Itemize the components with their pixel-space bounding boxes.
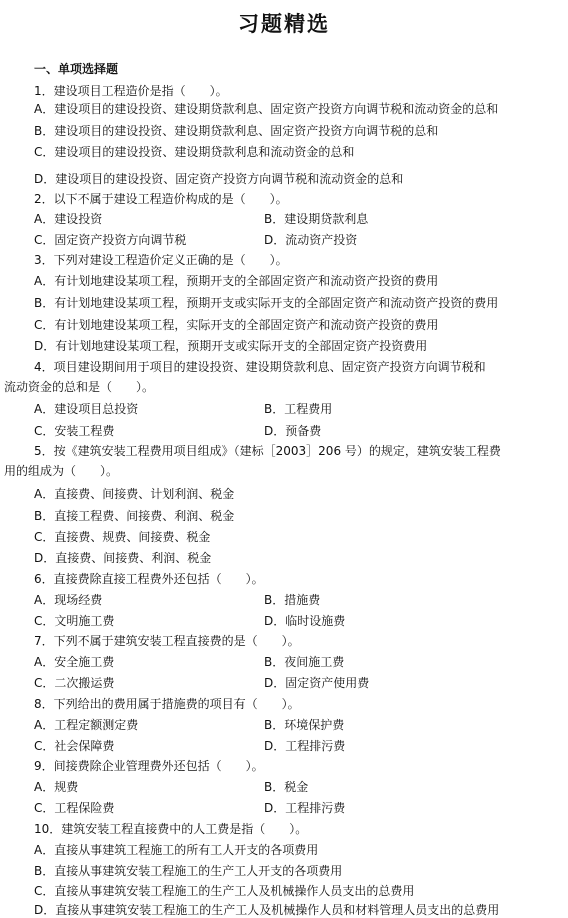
question-2-option-b: B．建设期贷款利息: [264, 212, 369, 226]
question-2-option-c: C．固定资产投资方向调节税: [34, 233, 187, 247]
question-8-stem: 8．下列给出的费用属于措施费的项目有（ ）。: [34, 697, 300, 711]
question-4-stem-line2: 流动资金的总和是（ ）。: [4, 380, 155, 394]
question-6-option-a: A．现场经费: [34, 593, 103, 607]
question-6-option-c: C．文明施工费: [34, 614, 115, 628]
question-2-stem: 2．以下不属于建设工程造价构成的是（ ）。: [34, 192, 288, 206]
question-10-option-b: B．直接从事建筑安装工程施工的生产工人开支的各项费用: [34, 864, 343, 878]
question-10-option-a: A．直接从事建筑工程施工的所有工人开支的各项费用: [34, 843, 319, 857]
question-4-option-a: A．建设项目总投资: [34, 402, 139, 416]
question-7-option-c: C．二次搬运费: [34, 676, 115, 690]
question-4-option-b: B．工程费用: [264, 402, 333, 416]
question-5-option-b: B．直接工程费、间接费、利润、税金: [34, 509, 235, 523]
question-4-option-d: D．预备费: [264, 424, 322, 438]
page-title: 习题精选: [238, 11, 330, 36]
question-4-stem-line1: 4．项目建设期间用于项目的建设投资、建设期贷款利息、固定资产投资方向调节税和: [34, 360, 486, 374]
question-1-option-d: D．建设项目的建设投资、固定资产投资方向调节税和流动资金的总和: [34, 172, 404, 186]
section-heading: 一、单项选择题: [34, 62, 119, 76]
question-8-option-a: A．工程定额测定费: [34, 718, 139, 732]
question-4-option-c: C．安装工程费: [34, 424, 115, 438]
question-8-option-d: D．工程排污费: [264, 739, 346, 753]
question-6-option-b: B．措施费: [264, 593, 321, 607]
question-5-stem-line2: 用的组成为（ ）。: [4, 464, 119, 478]
question-5-option-c: C．直接费、规费、间接费、税金: [34, 530, 211, 544]
question-1-option-c: C．建设项目的建设投资、建设期贷款利息和流动资金的总和: [34, 145, 355, 159]
question-7-stem: 7．下列不属于建筑安装工程直接费的是（ ）。: [34, 634, 300, 648]
question-9-option-b: B．税金: [264, 780, 309, 794]
question-1-stem: 1．建设项目工程造价是指（ ）。: [34, 84, 228, 98]
question-10-option-d: D．直接从事建筑安装工程施工的生产工人及机械操作人员和材料管理人员支出的总费用: [34, 903, 500, 917]
question-8-option-c: C．社会保障费: [34, 739, 115, 753]
question-5-stem-line1: 5．按《建筑安装工程费用项目组成》（建标［2003］206 号）的规定，建筑安装工程费: [34, 444, 501, 458]
question-3-stem: 3．下列对建设工程造价定义正确的是（ ）。: [34, 253, 288, 267]
question-3-option-c: C．有计划地建设某项工程，实际开支的全部固定资产和流动资产投资的费用: [34, 318, 439, 332]
question-9-stem: 9．间接费除企业管理费外还包括（ ）。: [34, 759, 264, 773]
question-6-option-d: D．临时设施费: [264, 614, 346, 628]
question-2-option-d: D．流动资产投资: [264, 233, 358, 247]
question-3-option-a: A．有计划地建设某项工程，预期开支的全部固定资产和流动资产投资的费用: [34, 274, 439, 288]
question-2-option-a: A．建设投资: [34, 212, 103, 226]
question-5-option-a: A．直接费、间接费、计划利润、税金: [34, 487, 235, 501]
question-9-option-c: C．工程保险费: [34, 801, 115, 815]
question-3-option-b: B．有计划地建设某项工程，预期开支或实际开支的全部固定资产和流动资产投资的费用: [34, 296, 499, 310]
question-8-option-b: B．环境保护费: [264, 718, 345, 732]
question-7-option-d: D．固定资产使用费: [264, 676, 370, 690]
question-9-option-a: A．规费: [34, 780, 79, 794]
question-9-option-d: D．工程排污费: [264, 801, 346, 815]
question-5-option-d: D．直接费、间接费、利润、税金: [34, 551, 212, 565]
question-1-option-a: A．建设项目的建设投资、建设期贷款利息、固定资产投资方向调节税和流动资金的总和: [34, 102, 499, 116]
question-3-option-d: D．有计划地建设某项工程，预期开支或实际开支的全部固定资产投资费用: [34, 339, 428, 353]
question-7-option-b: B．夜间施工费: [264, 655, 345, 669]
question-1-option-b: B．建设项目的建设投资、建设期贷款利息、固定资产投资方向调节税的总和: [34, 124, 439, 138]
question-10-stem: 10．建筑安装工程直接费中的人工费是指（ ）。: [34, 822, 308, 836]
question-6-stem: 6．直接费除直接工程费外还包括（ ）。: [34, 572, 264, 586]
question-10-option-c: C．直接从事建筑安装工程施工的生产工人及机械操作人员支出的总费用: [34, 884, 415, 898]
question-7-option-a: A．安全施工费: [34, 655, 115, 669]
